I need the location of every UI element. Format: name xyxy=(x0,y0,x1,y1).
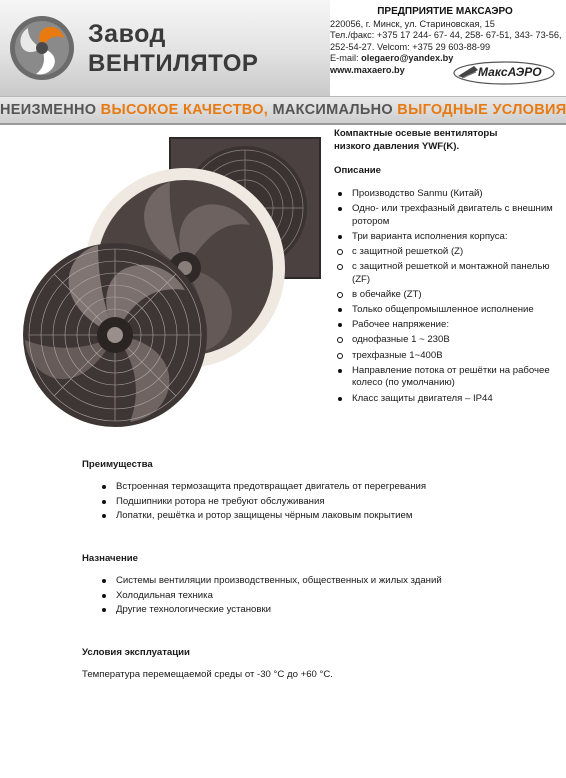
product-title-line2: низкого давления YWF(K). xyxy=(334,140,460,152)
maxaero-brand-logo xyxy=(452,60,556,86)
email-label: E-mail: xyxy=(330,53,359,64)
list-item: однофазные 1 ~ 230В xyxy=(334,334,556,347)
company-address: 220056, г. Минск, ул. Стариновская, 15 xyxy=(330,18,495,29)
website-link[interactable]: www.maxaero.by xyxy=(330,64,405,75)
list-item: с защитной решеткой (Z) xyxy=(334,246,556,259)
list-item: Одно- или трехфазный двигатель с внешним ротором xyxy=(334,203,556,228)
list-item: трехфазные 1~400В xyxy=(334,350,556,363)
list-item: Направление потока от решётки на рабочее колесо (по умолчанию) xyxy=(334,365,556,390)
slogan-banner xyxy=(0,96,566,125)
list-item: Лопатки, решётка и ротор защищены чёрным лаковым покрытием xyxy=(82,509,522,523)
fans-product-image xyxy=(10,130,328,430)
list-item: Холодильная техника xyxy=(82,589,522,603)
purpose-heading: Назначение xyxy=(82,553,138,564)
purpose-section xyxy=(82,552,522,618)
conditions-section xyxy=(82,646,522,682)
slogan-part1: НЕИЗМЕННО xyxy=(0,102,97,118)
advantages-heading: Преимущества xyxy=(82,459,153,470)
page-header xyxy=(0,0,566,96)
slogan-part3: МАКСИМАЛЬНО xyxy=(272,102,393,118)
description-heading: Описание xyxy=(334,165,381,177)
product-description xyxy=(334,128,556,408)
slogan-part4: ВЫГОДНЫЕ УСЛОВИЯ xyxy=(397,102,566,118)
description-list xyxy=(334,188,556,405)
list-item: в обечайке (ZT) xyxy=(334,289,556,302)
fan-logo-icon xyxy=(8,14,76,82)
slogan-part2: ВЫСОКОЕ КАЧЕСТВО, xyxy=(100,102,269,118)
advantages-list xyxy=(82,480,522,523)
list-item: Другие технологические установки xyxy=(82,603,522,617)
company-phone-line2: 252-54-27. Velcom: +375 29 603-88-99 xyxy=(330,41,491,52)
advantages-section xyxy=(82,458,522,524)
conditions-text: Температура перемещаемой среды от -30 °С до +60 °С. xyxy=(82,669,333,680)
list-item: с защитной решеткой и монтажной панелью (ZF) xyxy=(334,261,556,286)
list-item: Класс защиты двигателя – IP44 xyxy=(334,393,556,406)
purpose-list xyxy=(82,574,522,617)
list-item: Рабочее напряжение: xyxy=(334,319,556,332)
company-title: ПРЕДПРИЯТИЕ МАКСАЭРО xyxy=(377,6,513,17)
product-title-line1: Компактные осевые вентиляторы xyxy=(334,128,498,139)
list-item: Подшипники ротора не требуют обслуживания xyxy=(82,495,522,509)
list-item: Встроенная термозащита предотвращает двигатель от перегревания xyxy=(82,480,522,494)
conditions-heading: Условия эксплуатации xyxy=(82,647,190,658)
company-phone-line1: Тел./факс: +375 17 244- 67- 44, 258- 67-51, 343- 73-56, xyxy=(330,30,562,41)
email-link[interactable]: olegaero@yandex.by xyxy=(361,53,454,64)
list-item: Только общепромышленное исполнение xyxy=(334,304,556,317)
maxaero-logo-text: МаксАЭРО xyxy=(478,65,542,79)
list-item: Производство Sanmu (Китай) xyxy=(334,188,556,201)
logo-title-line1: Завод xyxy=(88,20,166,48)
logo-title-line2: ВЕНТИЛЯТОР xyxy=(88,50,259,77)
list-item: Три варианта исполнения корпуса: xyxy=(334,231,556,244)
list-item: Системы вентиляции производственных, общественных и жилых зданий xyxy=(82,574,522,588)
